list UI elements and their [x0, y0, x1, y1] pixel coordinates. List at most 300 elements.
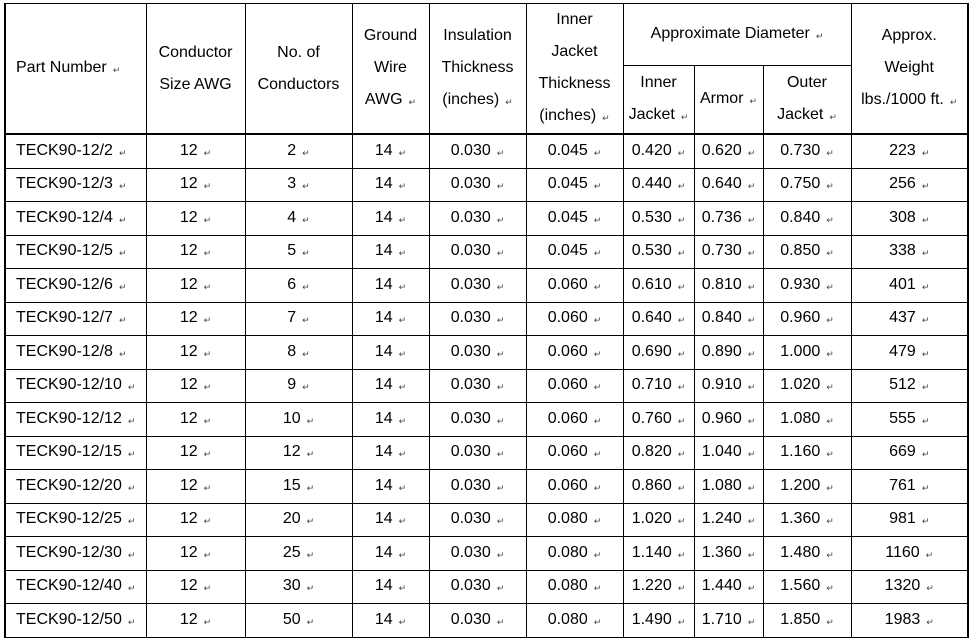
cell-conductor-size: 12 ↵ — [146, 503, 245, 537]
paragraph-mark: ↵ — [747, 248, 756, 259]
paragraph-mark: ↵ — [496, 482, 505, 493]
paragraph-mark: ↵ — [826, 516, 834, 527]
table-row — [5, 302, 968, 336]
paragraph-mark: ↵ — [127, 415, 136, 426]
paragraph-mark: ↵ — [925, 549, 934, 560]
paragraph-mark: ↵ — [926, 616, 934, 627]
cell-inner-jacket-thickness: 0.060 ↵ — [526, 470, 623, 504]
paragraph-mark: ↵ — [203, 214, 212, 225]
cell-outer-jacket-diameter: 1.480 ↵ — [763, 537, 851, 571]
paragraph-mark: ↵ — [593, 616, 602, 627]
cell-inner-jacket-thickness: 0.060 ↵ — [526, 302, 623, 336]
paragraph-mark: ↵ — [593, 181, 602, 192]
header-part-number — [5, 4, 146, 135]
paragraph-mark: ↵ — [496, 516, 505, 527]
paragraph-mark: ↵ — [127, 449, 136, 460]
cell-no-of-conductors: 2 ↵ — [245, 134, 352, 168]
cell-approx-weight: 761 ↵ — [851, 470, 968, 504]
cell-insulation-thickness: 0.030 ↵ — [429, 570, 526, 604]
cell-inner-jacket-diameter: 0.530 ↵ — [623, 235, 694, 269]
paragraph-mark: ↵ — [302, 248, 310, 259]
cell-conductor-size: 12 ↵ — [146, 235, 245, 269]
paragraph-mark: ↵ — [826, 616, 834, 627]
paragraph-mark: ↵ — [593, 281, 602, 292]
cell-ground-wire: 14 ↵ — [352, 168, 429, 202]
paragraph-mark: ↵ — [302, 181, 310, 192]
paragraph-mark: ↵ — [398, 482, 407, 493]
paragraph-mark: ↵ — [747, 147, 756, 158]
paragraph-mark: ↵ — [593, 348, 602, 359]
paragraph-mark: ↵ — [677, 214, 686, 225]
table-body — [5, 134, 968, 637]
cell-part-number: TECK90-12/6 ↵ — [5, 269, 146, 303]
paragraph-mark: ↵ — [496, 248, 505, 259]
cell-inner-jacket-thickness: 0.060 ↵ — [526, 403, 623, 437]
paragraph-mark: ↵ — [306, 449, 315, 460]
cell-insulation-thickness: 0.030 ↵ — [429, 202, 526, 236]
cell-inner-jacket-diameter: 1.020 ↵ — [623, 503, 694, 537]
paragraph-mark: ↵ — [747, 449, 756, 460]
paragraph-mark: ↵ — [306, 583, 315, 594]
cell-ground-wire: 14 ↵ — [352, 604, 429, 638]
header-conductor-size: Conductor Size AWG — [146, 4, 245, 135]
cell-insulation-thickness: 0.030 ↵ — [429, 537, 526, 571]
cell-armor-diameter: 1.040 ↵ — [694, 436, 763, 470]
paragraph-mark: ↵ — [921, 281, 930, 292]
paragraph-mark: ↵ — [496, 147, 505, 158]
header-inner-jacket-thickness: Inner Jacket Thickness (inches) ↵ — [526, 4, 623, 135]
cell-insulation-thickness: 0.030 ↵ — [429, 168, 526, 202]
cell-insulation-thickness: 0.030 ↵ — [429, 403, 526, 437]
cell-outer-jacket-diameter: 1.560 ↵ — [763, 570, 851, 604]
cell-inner-jacket-thickness: 0.080 ↵ — [526, 570, 623, 604]
cell-conductor-size: 12 ↵ — [146, 570, 245, 604]
paragraph-mark: ↵ — [496, 583, 505, 594]
paragraph-mark: ↵ — [302, 315, 310, 326]
cell-ground-wire: 14 ↵ — [352, 202, 429, 236]
table-row — [5, 403, 968, 437]
cell-conductor-size: 12 ↵ — [146, 403, 245, 437]
cell-part-number: TECK90-12/15 ↵ — [5, 436, 146, 470]
cell-ground-wire: 14 ↵ — [352, 369, 429, 403]
cell-armor-diameter: 0.640 ↵ — [694, 168, 763, 202]
cell-approx-weight: 401 ↵ — [851, 269, 968, 303]
cell-no-of-conductors: 5 ↵ — [245, 235, 352, 269]
paragraph-mark: ↵ — [593, 147, 602, 158]
paragraph-mark: ↵ — [921, 415, 930, 426]
cell-conductor-size: 12 ↵ — [146, 269, 245, 303]
cell-inner-jacket-thickness: 0.045 ↵ — [526, 134, 623, 168]
paragraph-mark: ↵ — [826, 382, 834, 393]
paragraph-mark: ↵ — [203, 549, 212, 560]
paragraph-mark: ↵ — [398, 214, 407, 225]
cell-no-of-conductors: 50 ↵ — [245, 604, 352, 638]
paragraph-mark: ↵ — [826, 315, 834, 326]
cell-inner-jacket-thickness: 0.080 ↵ — [526, 537, 623, 571]
header-approx-weight: Approx. Weight lbs./1000 ft. ↵ — [851, 4, 968, 135]
table-row — [5, 537, 968, 571]
paragraph-mark: ↵ — [826, 281, 834, 292]
paragraph-mark: ↵ — [593, 449, 602, 460]
paragraph-mark: ↵ — [203, 181, 212, 192]
cell-outer-jacket-diameter: 1.360 ↵ — [763, 503, 851, 537]
cell-armor-diameter: 0.960 ↵ — [694, 403, 763, 437]
header-outer-jacket-diameter: Outer Jacket ↵ — [763, 66, 851, 134]
header-part-number-label: Part Number — [16, 59, 107, 76]
paragraph-mark: ↵ — [747, 415, 756, 426]
paragraph-mark: ↵ — [398, 248, 407, 259]
paragraph-mark: ↵ — [921, 348, 930, 359]
paragraph-mark: ↵ — [496, 348, 505, 359]
cell-inner-jacket-diameter: 0.820 ↵ — [623, 436, 694, 470]
cell-armor-diameter: 0.910 ↵ — [694, 369, 763, 403]
cell-conductor-size: 12 ↵ — [146, 134, 245, 168]
paragraph-mark: ↵ — [118, 147, 127, 158]
paragraph-mark: ↵ — [593, 214, 602, 225]
cell-inner-jacket-diameter: 0.420 ↵ — [623, 134, 694, 168]
cell-conductor-size: 12 ↵ — [146, 537, 245, 571]
cell-approx-weight: 223 ↵ — [851, 134, 968, 168]
cell-insulation-thickness: 0.030 ↵ — [429, 604, 526, 638]
cell-approx-weight: 338 ↵ — [851, 235, 968, 269]
header-insulation-thickness: Insulation Thickness (inches) ↵ — [429, 4, 526, 135]
header-ground-wire: Ground Wire AWG ↵ — [352, 4, 429, 135]
header-approximate-diameter: Approximate Diameter ↵ — [623, 4, 851, 66]
cable-spec-table — [4, 3, 969, 638]
cell-outer-jacket-diameter: 1.080 ↵ — [763, 403, 851, 437]
cell-part-number: TECK90-12/12 ↵ — [5, 403, 146, 437]
cell-approx-weight: 981 ↵ — [851, 503, 968, 537]
paragraph-mark: ↵ — [118, 281, 127, 292]
cell-part-number: TECK90-12/4 ↵ — [5, 202, 146, 236]
paragraph-mark: ↵ — [398, 449, 407, 460]
cell-outer-jacket-diameter: 1.200 ↵ — [763, 470, 851, 504]
cell-part-number: TECK90-12/30 ↵ — [5, 537, 146, 571]
cell-outer-jacket-diameter: 0.960 ↵ — [763, 302, 851, 336]
paragraph-mark: ↵ — [921, 382, 930, 393]
cell-ground-wire: 14 ↵ — [352, 302, 429, 336]
paragraph-mark: ↵ — [747, 616, 756, 627]
paragraph-mark: ↵ — [747, 583, 756, 594]
cell-conductor-size: 12 ↵ — [146, 336, 245, 370]
paragraph-mark: ↵ — [302, 147, 310, 158]
paragraph-mark: ↵ — [747, 281, 756, 292]
cell-ground-wire: 14 ↵ — [352, 336, 429, 370]
paragraph-mark: ↵ — [677, 281, 686, 292]
cell-ground-wire: 14 ↵ — [352, 134, 429, 168]
paragraph-mark: ↵ — [203, 616, 212, 627]
cell-insulation-thickness: 0.030 ↵ — [429, 336, 526, 370]
cell-inner-jacket-diameter: 1.490 ↵ — [623, 604, 694, 638]
paragraph-mark: ↵ — [496, 616, 505, 627]
paragraph-mark: ↵ — [302, 281, 310, 292]
paragraph-mark: ↵ — [127, 516, 136, 527]
cell-approx-weight: 555 ↵ — [851, 403, 968, 437]
cell-approx-weight: 308 ↵ — [851, 202, 968, 236]
paragraph-mark: ↵ — [398, 181, 407, 192]
paragraph-mark: ↵ — [398, 415, 407, 426]
table-row — [5, 470, 968, 504]
cell-no-of-conductors: 20 ↵ — [245, 503, 352, 537]
cell-outer-jacket-diameter: 1.850 ↵ — [763, 604, 851, 638]
cell-approx-weight: 512 ↵ — [851, 369, 968, 403]
table-row — [5, 134, 968, 168]
cell-no-of-conductors: 15 ↵ — [245, 470, 352, 504]
paragraph-mark: ↵ — [826, 348, 834, 359]
table-row — [5, 604, 968, 638]
paragraph-mark: ↵ — [921, 315, 930, 326]
paragraph-mark: ↵ — [921, 482, 930, 493]
paragraph-mark: ↵ — [677, 449, 686, 460]
paragraph-mark: ↵ — [203, 248, 212, 259]
paragraph-mark: ↵ — [118, 214, 127, 225]
cell-part-number: TECK90-12/5 ↵ — [5, 235, 146, 269]
cell-outer-jacket-diameter: 1.020 ↵ — [763, 369, 851, 403]
cell-insulation-thickness: 0.030 ↵ — [429, 503, 526, 537]
paragraph-mark: ↵ — [127, 583, 136, 594]
paragraph-mark: ↵ — [677, 616, 686, 627]
header-armor-diameter: Armor ↵ — [694, 66, 763, 134]
cell-no-of-conductors: 30 ↵ — [245, 570, 352, 604]
paragraph-mark: ↵ — [747, 315, 756, 326]
paragraph-mark: ↵ — [203, 415, 212, 426]
paragraph-mark: ↵ — [398, 549, 407, 560]
cell-no-of-conductors: 8 ↵ — [245, 336, 352, 370]
paragraph-mark: ↵ — [677, 516, 686, 527]
cell-inner-jacket-thickness: 0.060 ↵ — [526, 269, 623, 303]
table-row — [5, 369, 968, 403]
cell-conductor-size: 12 ↵ — [146, 436, 245, 470]
cell-inner-jacket-diameter: 0.530 ↵ — [623, 202, 694, 236]
cell-conductor-size: 12 ↵ — [146, 470, 245, 504]
cell-inner-jacket-diameter: 1.140 ↵ — [623, 537, 694, 571]
paragraph-mark: ↵ — [826, 482, 834, 493]
paragraph-mark: ↵ — [398, 348, 407, 359]
cell-conductor-size: 12 ↵ — [146, 369, 245, 403]
paragraph-mark: ↵ — [112, 65, 121, 75]
paragraph-mark: ↵ — [747, 181, 756, 192]
cell-conductor-size: 12 ↵ — [146, 604, 245, 638]
cell-inner-jacket-thickness: 0.060 ↵ — [526, 436, 623, 470]
paragraph-mark: ↵ — [398, 147, 407, 158]
paragraph-mark: ↵ — [677, 181, 686, 192]
paragraph-mark: ↵ — [496, 181, 505, 192]
paragraph-mark: ↵ — [826, 549, 834, 560]
header-no-of-conductors: No. of Conductors — [245, 4, 352, 135]
cell-armor-diameter: 0.890 ↵ — [694, 336, 763, 370]
paragraph-mark: ↵ — [747, 382, 756, 393]
paragraph-mark: ↵ — [593, 583, 602, 594]
cell-inner-jacket-thickness: 0.080 ↵ — [526, 604, 623, 638]
cell-approx-weight: 1160 ↵ — [851, 537, 968, 571]
cell-insulation-thickness: 0.030 ↵ — [429, 436, 526, 470]
paragraph-mark: ↵ — [921, 516, 930, 527]
cell-no-of-conductors: 7 ↵ — [245, 302, 352, 336]
cell-approx-weight: 1983 ↵ — [851, 604, 968, 638]
paragraph-mark: ↵ — [677, 583, 686, 594]
cell-ground-wire: 14 ↵ — [352, 503, 429, 537]
paragraph-mark: ↵ — [677, 415, 686, 426]
paragraph-mark: ↵ — [593, 415, 602, 426]
cell-part-number: TECK90-12/2 ↵ — [5, 134, 146, 168]
paragraph-mark: ↵ — [677, 248, 686, 259]
paragraph-mark: ↵ — [127, 549, 136, 560]
paragraph-mark: ↵ — [203, 315, 212, 326]
paragraph-mark: ↵ — [593, 549, 602, 560]
paragraph-mark: ↵ — [127, 616, 136, 627]
cell-inner-jacket-diameter: 0.440 ↵ — [623, 168, 694, 202]
cell-ground-wire: 14 ↵ — [352, 470, 429, 504]
cell-inner-jacket-diameter: 0.710 ↵ — [623, 369, 694, 403]
cell-outer-jacket-diameter: 0.850 ↵ — [763, 235, 851, 269]
paragraph-mark: ↵ — [921, 248, 930, 259]
paragraph-mark: ↵ — [306, 616, 315, 627]
paragraph-mark: ↵ — [677, 549, 686, 560]
cell-part-number: TECK90-12/10 ↵ — [5, 369, 146, 403]
cell-inner-jacket-diameter: 0.610 ↵ — [623, 269, 694, 303]
paragraph-mark: ↵ — [496, 549, 505, 560]
cell-armor-diameter: 1.240 ↵ — [694, 503, 763, 537]
paragraph-mark: ↵ — [593, 382, 602, 393]
cell-no-of-conductors: 3 ↵ — [245, 168, 352, 202]
cell-outer-jacket-diameter: 0.930 ↵ — [763, 269, 851, 303]
cell-inner-jacket-thickness: 0.045 ↵ — [526, 202, 623, 236]
cell-outer-jacket-diameter: 1.160 ↵ — [763, 436, 851, 470]
cell-part-number: TECK90-12/3 ↵ — [5, 168, 146, 202]
cell-armor-diameter: 0.810 ↵ — [694, 269, 763, 303]
paragraph-mark: ↵ — [306, 482, 315, 493]
cell-armor-diameter: 1.440 ↵ — [694, 570, 763, 604]
paragraph-mark: ↵ — [747, 549, 756, 560]
cell-inner-jacket-thickness: 0.060 ↵ — [526, 369, 623, 403]
paragraph-mark: ↵ — [118, 315, 127, 326]
paragraph-mark: ↵ — [203, 147, 212, 158]
cell-no-of-conductors: 25 ↵ — [245, 537, 352, 571]
cell-inner-jacket-thickness: 0.045 ↵ — [526, 168, 623, 202]
table-row — [5, 336, 968, 370]
cell-armor-diameter: 1.710 ↵ — [694, 604, 763, 638]
cell-conductor-size: 12 ↵ — [146, 168, 245, 202]
paragraph-mark: ↵ — [302, 382, 310, 393]
paragraph-mark: ↵ — [826, 248, 834, 259]
paragraph-mark: ↵ — [677, 147, 686, 158]
cell-ground-wire: 14 ↵ — [352, 537, 429, 571]
cell-outer-jacket-diameter: 0.750 ↵ — [763, 168, 851, 202]
cell-insulation-thickness: 0.030 ↵ — [429, 134, 526, 168]
cell-approx-weight: 256 ↵ — [851, 168, 968, 202]
header-inner-jacket-diameter: Inner Jacket ↵ — [623, 66, 694, 134]
paragraph-mark: ↵ — [398, 583, 407, 594]
paragraph-mark: ↵ — [496, 415, 505, 426]
paragraph-mark: ↵ — [826, 449, 834, 460]
cell-armor-diameter: 1.360 ↵ — [694, 537, 763, 571]
cell-no-of-conductors: 9 ↵ — [245, 369, 352, 403]
cell-armor-diameter: 0.730 ↵ — [694, 235, 763, 269]
cell-armor-diameter: 1.080 ↵ — [694, 470, 763, 504]
paragraph-mark: ↵ — [496, 315, 505, 326]
cell-ground-wire: 14 ↵ — [352, 570, 429, 604]
paragraph-mark: ↵ — [306, 415, 315, 426]
table-row — [5, 570, 968, 604]
paragraph-mark: ↵ — [921, 449, 930, 460]
cell-part-number: TECK90-12/40 ↵ — [5, 570, 146, 604]
paragraph-mark: ↵ — [203, 583, 212, 594]
cell-insulation-thickness: 0.030 ↵ — [429, 269, 526, 303]
cell-inner-jacket-diameter: 1.220 ↵ — [623, 570, 694, 604]
paragraph-mark: ↵ — [826, 181, 834, 192]
paragraph-mark: ↵ — [496, 449, 505, 460]
paragraph-mark: ↵ — [118, 181, 127, 192]
paragraph-mark: ↵ — [593, 248, 602, 259]
paragraph-mark: ↵ — [398, 315, 407, 326]
cell-outer-jacket-diameter: 0.840 ↵ — [763, 202, 851, 236]
cell-armor-diameter: 0.620 ↵ — [694, 134, 763, 168]
paragraph-mark: ↵ — [921, 147, 930, 158]
cell-part-number: TECK90-12/7 ↵ — [5, 302, 146, 336]
paragraph-mark: ↵ — [921, 181, 930, 192]
cell-no-of-conductors: 6 ↵ — [245, 269, 352, 303]
cell-inner-jacket-thickness: 0.080 ↵ — [526, 503, 623, 537]
table-row — [5, 269, 968, 303]
cell-insulation-thickness: 0.030 ↵ — [429, 369, 526, 403]
paragraph-mark: ↵ — [398, 516, 407, 527]
paragraph-mark: ↵ — [302, 214, 310, 225]
paragraph-mark: ↵ — [398, 281, 407, 292]
paragraph-mark: ↵ — [496, 214, 505, 225]
paragraph-mark: ↵ — [118, 248, 127, 259]
paragraph-mark: ↵ — [747, 516, 756, 527]
paragraph-mark: ↵ — [203, 449, 212, 460]
table-row — [5, 235, 968, 269]
cell-approx-weight: 437 ↵ — [851, 302, 968, 336]
paragraph-mark: ↵ — [398, 616, 407, 627]
paragraph-mark: ↵ — [826, 415, 834, 426]
cell-ground-wire: 14 ↵ — [352, 235, 429, 269]
paragraph-mark: ↵ — [203, 281, 212, 292]
cell-inner-jacket-diameter: 0.640 ↵ — [623, 302, 694, 336]
table-row — [5, 436, 968, 470]
paragraph-mark: ↵ — [593, 482, 602, 493]
paragraph-mark: ↵ — [926, 583, 934, 594]
paragraph-mark: ↵ — [496, 382, 505, 393]
paragraph-mark: ↵ — [826, 214, 834, 225]
cell-ground-wire: 14 ↵ — [352, 436, 429, 470]
cell-approx-weight: 1320 ↵ — [851, 570, 968, 604]
cell-part-number: TECK90-12/8 ↵ — [5, 336, 146, 370]
cell-outer-jacket-diameter: 1.000 ↵ — [763, 336, 851, 370]
cell-inner-jacket-diameter: 0.690 ↵ — [623, 336, 694, 370]
paragraph-mark: ↵ — [826, 583, 834, 594]
paragraph-mark: ↵ — [203, 516, 212, 527]
paragraph-mark: ↵ — [496, 281, 505, 292]
paragraph-mark: ↵ — [677, 482, 686, 493]
paragraph-mark: ↵ — [203, 482, 212, 493]
table-row — [5, 202, 968, 236]
cell-armor-diameter: 0.736 ↵ — [694, 202, 763, 236]
paragraph-mark: ↵ — [826, 147, 834, 158]
paragraph-mark: ↵ — [203, 348, 212, 359]
paragraph-mark: ↵ — [127, 382, 136, 393]
paragraph-mark: ↵ — [306, 549, 315, 560]
table-row — [5, 503, 968, 537]
paragraph-mark: ↵ — [593, 315, 602, 326]
cell-approx-weight: 479 ↵ — [851, 336, 968, 370]
paragraph-mark: ↵ — [747, 214, 756, 225]
cell-no-of-conductors: 10 ↵ — [245, 403, 352, 437]
paragraph-mark: ↵ — [677, 382, 686, 393]
paragraph-mark: ↵ — [677, 348, 686, 359]
cell-inner-jacket-diameter: 0.860 ↵ — [623, 470, 694, 504]
